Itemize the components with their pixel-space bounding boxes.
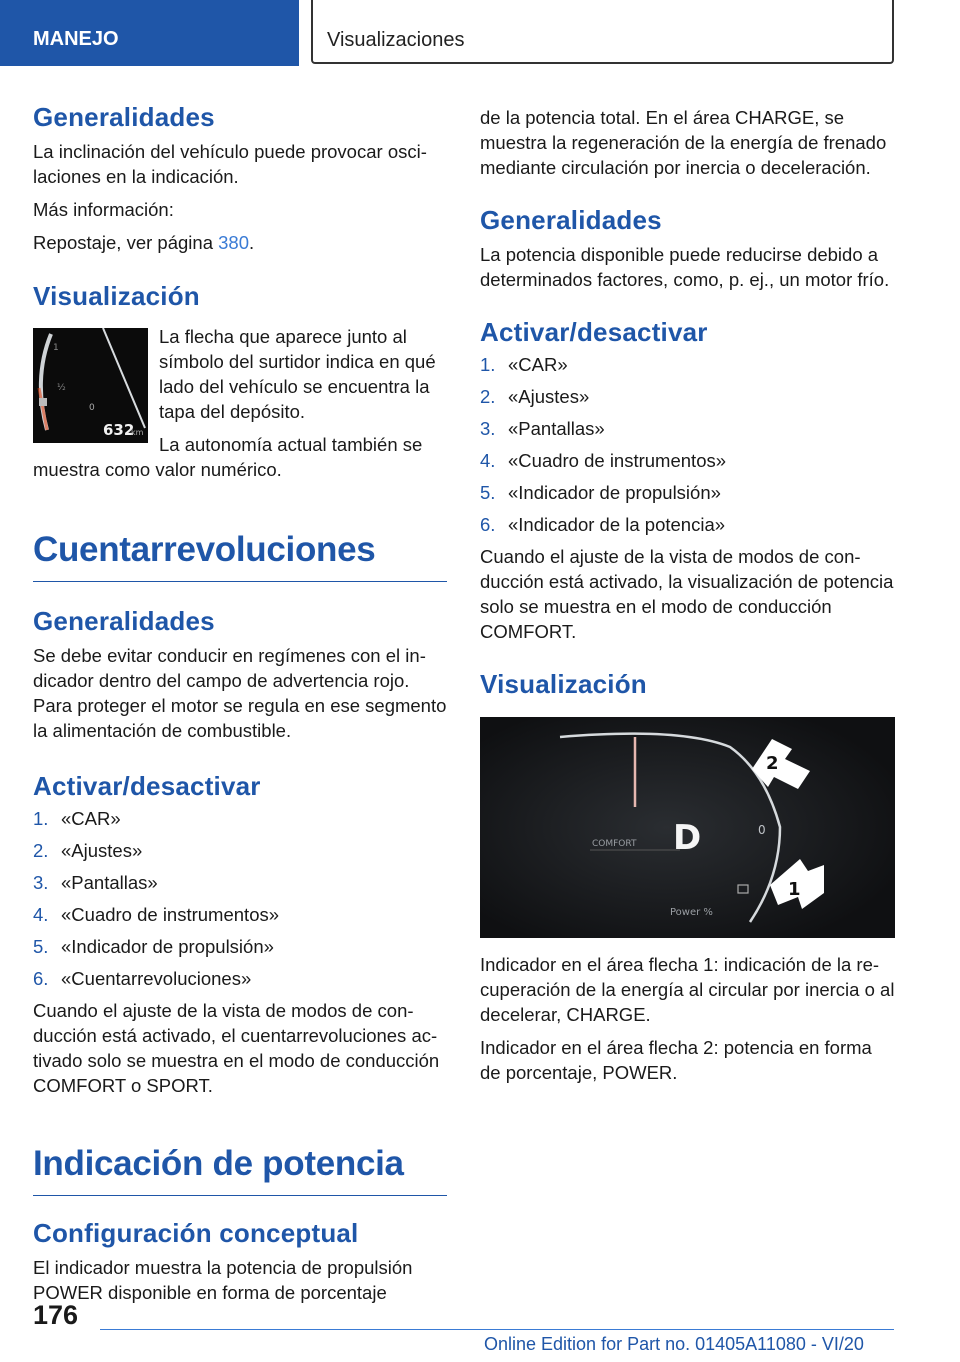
section-divider [33, 581, 447, 582]
power-display-image [480, 717, 895, 938]
power-percent-label: Power % [670, 907, 713, 918]
header-title-box [311, 0, 894, 64]
paragraph: Más información: [33, 199, 174, 220]
paragraph: Indicador en el área flecha 1: indicación de la recuperación de la energía al circular por inercia o al decelerar, CHARGE. [480, 954, 895, 1025]
gear-indicator: D [673, 818, 702, 858]
gauge-tick-label: 0 [89, 403, 95, 413]
heading-generalidades: Generalidades [480, 205, 662, 235]
heading-visualizacion: Visualización [33, 281, 200, 311]
list-item: 2. «Ajustes» [480, 386, 590, 407]
header-section-label: MANEJO [33, 28, 119, 50]
paragraph: Cuando el ajuste de la vista de modos de conducción está activado, la visualización de potencia solo se muestra en el modo de conducción COMFORT. [480, 546, 894, 642]
list-item: 4. «Cuadro de instrumentos» [480, 450, 727, 471]
footer-divider [100, 1329, 894, 1330]
section-divider [33, 1195, 447, 1196]
list-item: 4. «Cuadro de instrumentos» [33, 904, 280, 925]
list-item: 1. «CAR» [480, 354, 568, 375]
steps-list [480, 352, 896, 544]
power-zero-label: 0 [758, 823, 766, 837]
gauge-tick-label: 1 [53, 343, 59, 353]
reference-suffix: . [249, 232, 255, 253]
heading-configuracion-conceptual: Configuración conceptual [33, 1218, 359, 1248]
header-section-tab [0, 0, 299, 66]
header-title: Visualizaciones [327, 29, 465, 51]
heading-indicacion-de-potencia: Indicación de potencia [33, 1144, 404, 1183]
left-column [33, 102, 447, 1305]
list-item: 3. «Pantallas» [480, 418, 605, 439]
fuel-gauge-illustration [33, 328, 148, 443]
heading-visualizacion: Visualización [480, 669, 647, 699]
reference-text: Repostaje, ver página [33, 232, 219, 253]
drive-mode-label: COMFORT [592, 839, 637, 849]
steps-list [33, 806, 447, 998]
list-item: 6. «Indicador de la potencia» [480, 514, 726, 535]
fuel-pump-icon [39, 398, 47, 406]
paragraph: La autonomía actual también se muestra como valor numérico. [33, 434, 423, 480]
power-display-illustration [480, 717, 895, 938]
arrow-2-label: 2 [766, 753, 779, 774]
heading-cuentarrevoluciones: Cuentarrevoluciones [33, 530, 376, 569]
gauge-tick-label: ½ [57, 383, 66, 393]
list-item: 3. «Pantallas» [33, 872, 158, 893]
heading-activar-desactivar: Activar/desactivar [480, 317, 708, 347]
list-item: 6. «Cuentarrevoluciones» [33, 968, 252, 989]
paragraph: El indicador muestra la potencia de propulsión POWER disponible en forma de porcentaje [33, 1257, 413, 1303]
list-item: 1. «CAR» [33, 808, 121, 829]
page-link[interactable]: 380 [218, 232, 249, 253]
list-item: 2. «Ajustes» [33, 840, 143, 861]
paragraph: de la potencia total. En el área CHARGE, se muestra la regeneración de la energía de frenado mediante circulación por inercia o deceleración. [480, 107, 887, 178]
heading-activar-desactivar: Activar/desactivar [33, 771, 261, 801]
page-number: 176 [33, 1300, 79, 1330]
list-item: 5. «Indicador de propulsión» [480, 482, 721, 503]
fuel-gauge-image [33, 328, 148, 443]
right-column [480, 105, 896, 1085]
list-item: 5. «Indicador de propulsión» [33, 936, 274, 957]
footer-edition: Online Edition for Part no. 01405A11080 - VI/20 [484, 1334, 864, 1354]
paragraph: Se debe evitar conducir en regímenes con el indicador dentro del campo de advertencia rojo. Para proteger el motor se regula en ese segmento la alimentación de combustible. [33, 645, 447, 741]
range-value: 632 [103, 421, 135, 439]
paragraph: La flecha que aparece junto al símbolo del surtidor indica en qué lado del vehículo se encuentra la tapa del depósito. [159, 326, 436, 422]
arrow-1-label: 1 [788, 879, 801, 900]
heading-generalidades: Generalidades [33, 102, 215, 132]
paragraph: Cuando el ajuste de la vista de modos de conducción está activado, el cuentarrevoluciones activado solo se muestra en el modo de conducción COMFORT o SPORT. [33, 1000, 440, 1096]
range-unit: km [131, 428, 144, 437]
paragraph: La inclinación del vehículo puede provocar oscilaciones en la indicación. [33, 141, 427, 187]
paragraph: Indicador en el área flecha 2: potencia en forma de porcentaje, POWER. [480, 1037, 872, 1083]
visualizacion-block [33, 324, 447, 482]
paragraph-page-reference [33, 230, 447, 255]
heading-generalidades: Generalidades [33, 606, 215, 636]
paragraph: La potencia disponible puede reducirse debido a determinados factores, como, p. ej., un motor frío. [480, 244, 890, 290]
